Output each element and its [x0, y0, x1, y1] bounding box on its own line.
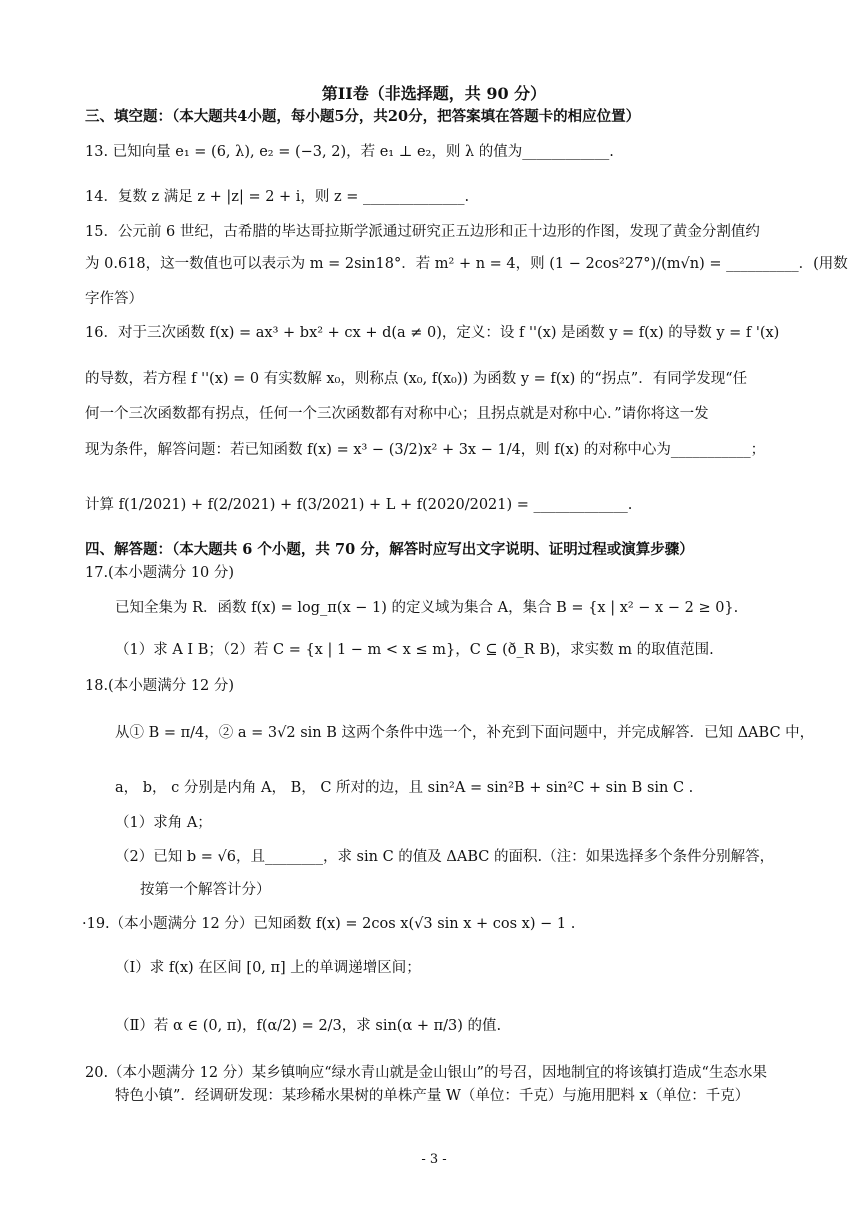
- question-16-line-4: 现为条件，解答问题：若已知函数 f(x) = x³ − (3/2)x² + 3x − 1/4，则 f(x) 的对称中心为___________；: [85, 442, 766, 458]
- answer-section-header: 四、解答题：（本大题共 6 个小题，共 70 分，解答时应写出文字说明、证明过程或演算步骤）: [85, 541, 694, 558]
- question-13: 13. 已知向量 e₁ = (6, λ), e₂ = (−3, 2)，若 e₁ ⊥ e₂，则 λ 的值为____________.: [85, 144, 614, 160]
- question-19-line-1: （Ⅰ）求 f(x) 在区间 [0, π] 上的单调递增区间；: [115, 960, 421, 976]
- page-number: - 3 -: [421, 1152, 447, 1167]
- question-16-line-2: 的导数，若方程 f ''(x) = 0 有实数解 x₀，则称点 (x₀, f(x₀)) 为函数 y = f(x) 的“拐点”．有同学发现“任: [85, 371, 748, 387]
- question-15-line-2: 为 0.618，这一数值也可以表示为 m = 2sin18°．若 m² + n = 4，则 (1 − 2cos²27°)/(m√n) = __________．(用数: [85, 256, 848, 272]
- question-20-line-2: 特色小镇”．经调研发现：某珍稀水果树的单株产量 W（单位：千克）与施用肥料 x（单位：千克）: [115, 1088, 750, 1104]
- question-16-line-5: 计算 f(1/2021) + f(2/2021) + f(3/2021) + L + f(2020/2021) = _____________.: [85, 497, 633, 513]
- fill-in-header: 三、填空题：（本大题共4小题，每小题5分，共20分，把答案填在答题卡的相应位置）: [85, 108, 641, 125]
- section-title: 第II卷（非选择题，共 90 分）: [321, 84, 547, 103]
- question-18-line-2: a， b， c 分别是内角 A， B， C 所对的边，且 sin²A = sin²B + sin²C + sin B sin C .: [115, 780, 694, 796]
- question-19-line-2: （Ⅱ）若 α ∈ (0, π)，f(α/2) = 2/3，求 sin(α + π/3) 的值.: [115, 1018, 502, 1034]
- question-16-line-3: 何一个三次函数都有拐点，任何一个三次函数都有对称中心；且拐点就是对称中心．”请你将这一发: [85, 406, 709, 422]
- question-17-line-1: 已知全集为 R．函数 f(x) = log_π(x − 1) 的定义域为集合 A，集合 B = {x | x² − x − 2 ≥ 0}.: [115, 600, 739, 616]
- question-18-title: 18.(本小题满分 12 分): [85, 678, 235, 694]
- question-17-title: 17.(本小题满分 10 分): [85, 565, 235, 581]
- question-18-line-5: 按第一个解答计分）: [140, 882, 271, 898]
- question-18-line-3: （1）求角 A；: [115, 815, 212, 831]
- question-20-line-1: 20.（本小题满分 12 分）某乡镇响应“绿水青山就是金山银山”的号召，因地制宜的将该镇打造成“生态水果: [85, 1065, 767, 1081]
- question-16-line-1: 16．对于三次函数 f(x) = ax³ + bx² + cx + d(a ≠ 0)，定义：设 f ''(x) 是函数 y = f(x) 的导数 y = f '(x): [85, 325, 780, 341]
- question-17-line-2: （1）求 A I B；（2）若 C = {x | 1 − m < x ≤ m}，C ⊆ (ð_R B)，求实数 m 的取值范围.: [115, 642, 714, 658]
- question-18-line-1: 从① B = π/4，② a = 3√2 sin B 这两个条件中选一个，补充到下面问题中，并完成解答．已知 ΔABC 中，: [115, 725, 815, 741]
- question-15-line-3: 字作答）: [85, 291, 143, 307]
- question-15-line-1: 15．公元前 6 世纪，古希腊的毕达哥拉斯学派通过研究正五边形和正十边形的作图，发现了黄金分割值约: [85, 224, 760, 240]
- question-14: 14．复数 z 满足 z + |z| = 2 + i，则 z = ______________.: [85, 189, 470, 205]
- question-18-line-4: （2）已知 b = √6，且________，求 sin C 的值及 ΔABC 的面积.（注：如果选择多个条件分别解答，: [115, 849, 775, 865]
- question-19-title: ·19.（本小题满分 12 分）已知函数 f(x) = 2cos x(√3 sin x + cos x) − 1 .: [82, 916, 576, 932]
